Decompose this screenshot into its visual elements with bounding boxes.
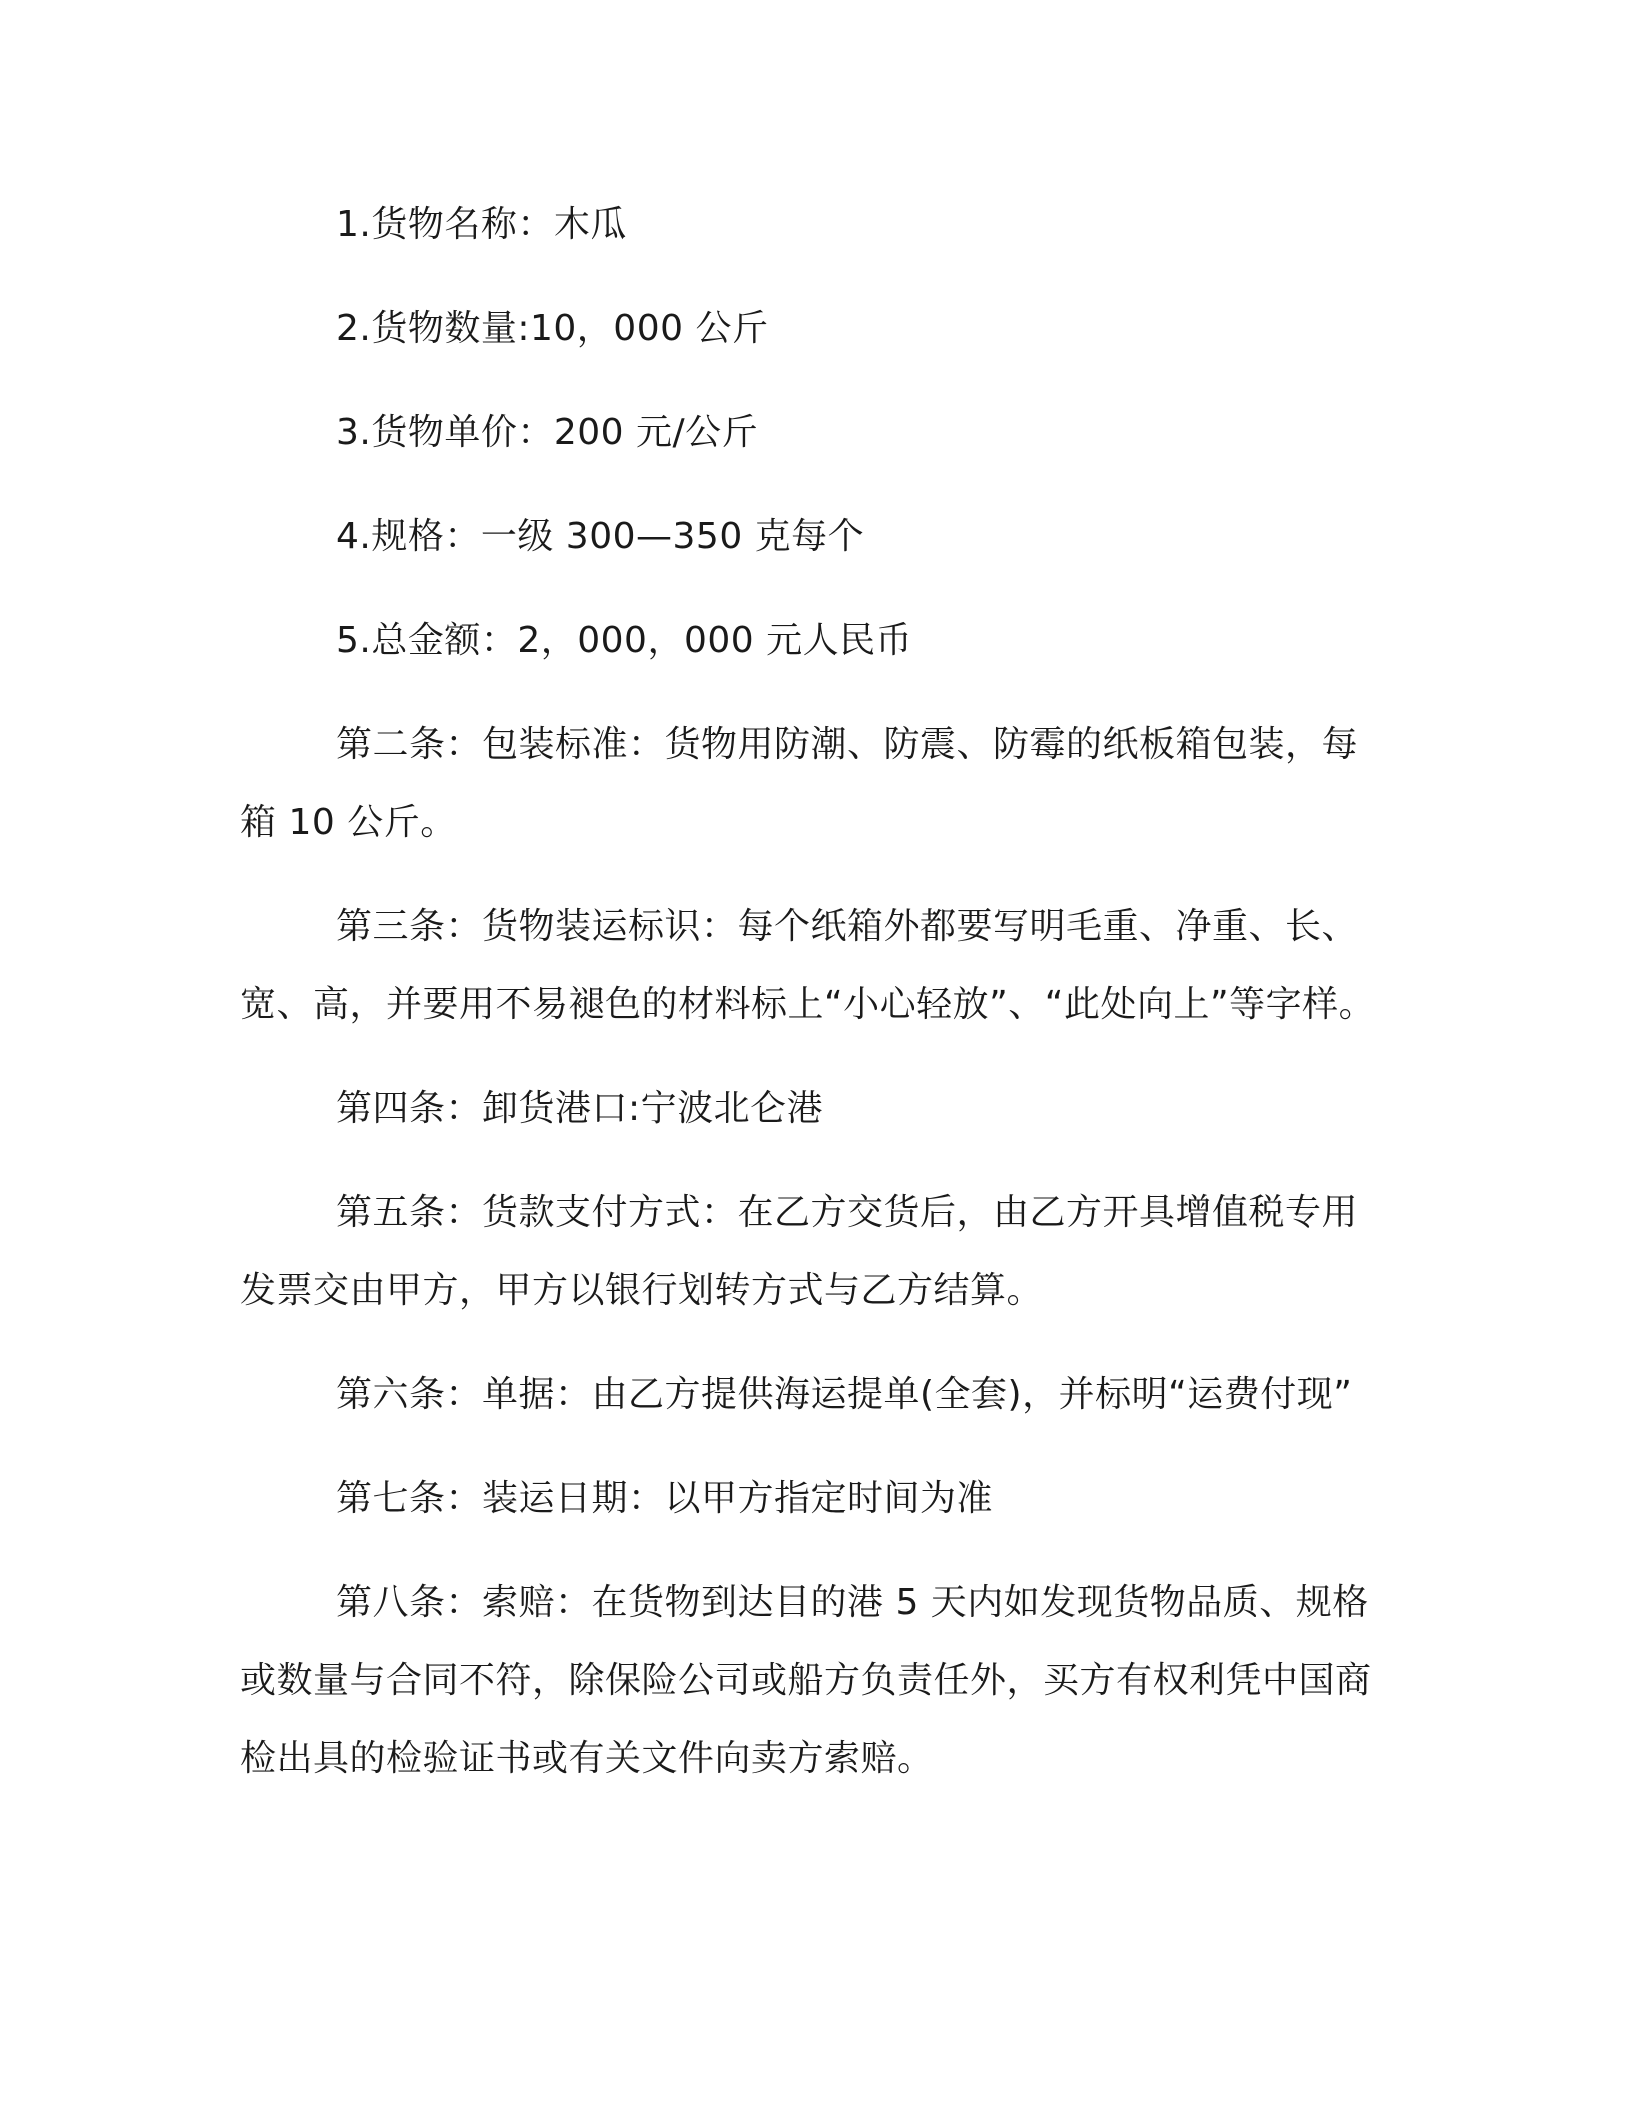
- clause-5-payment: 第五条：货款支付方式：在乙方交货后，由乙方开具增值税专用发票交由甲方，甲方以银行划转方式与乙方结算。: [240, 1192, 1359, 1311]
- item-goods-quantity: 2.货物数量:10，000 公斤: [336, 308, 769, 349]
- clause-7-shipment-date: 第七条：装运日期：以甲方指定时间为准: [336, 1478, 994, 1519]
- clause-6-documents: 第六条：单据：由乙方提供海运提单(全套)，并标明“运费付现”: [336, 1374, 1353, 1415]
- clause-4-discharge-port: 第四条：卸货港口:宁波北仑港: [336, 1088, 824, 1129]
- clause-3-shipping-marks: 第三条：货物装运标识：每个纸箱外都要写明毛重、净重、长、宽、高，并要用不易褪色的材料标上“小心轻放”、“此处向上”等字样。: [240, 906, 1376, 1025]
- clause-2-packaging: 第二条：包装标准：货物用防潮、防震、防霉的纸板箱包装，每箱 10 公斤。: [240, 724, 1359, 843]
- document-body: [240, 186, 1380, 1824]
- item-unit-price: 3.货物单价：200 元/公斤: [336, 412, 759, 453]
- item-goods-name: 1.货物名称：木瓜: [336, 204, 627, 245]
- item-specification: 4.规格：一级 300—350 克每个: [336, 516, 865, 557]
- item-total-amount: 5.总金额：2，000，000 元人民币: [336, 620, 913, 661]
- clause-8-claims: 第八条：索赔：在货物到达目的港 5 天内如发现货物品质、规格或数量与合同不符，除保险公司或船方负责任外，买方有权利凭中国商检出具的检验证书或有关文件向卖方索赔。: [240, 1582, 1372, 1779]
